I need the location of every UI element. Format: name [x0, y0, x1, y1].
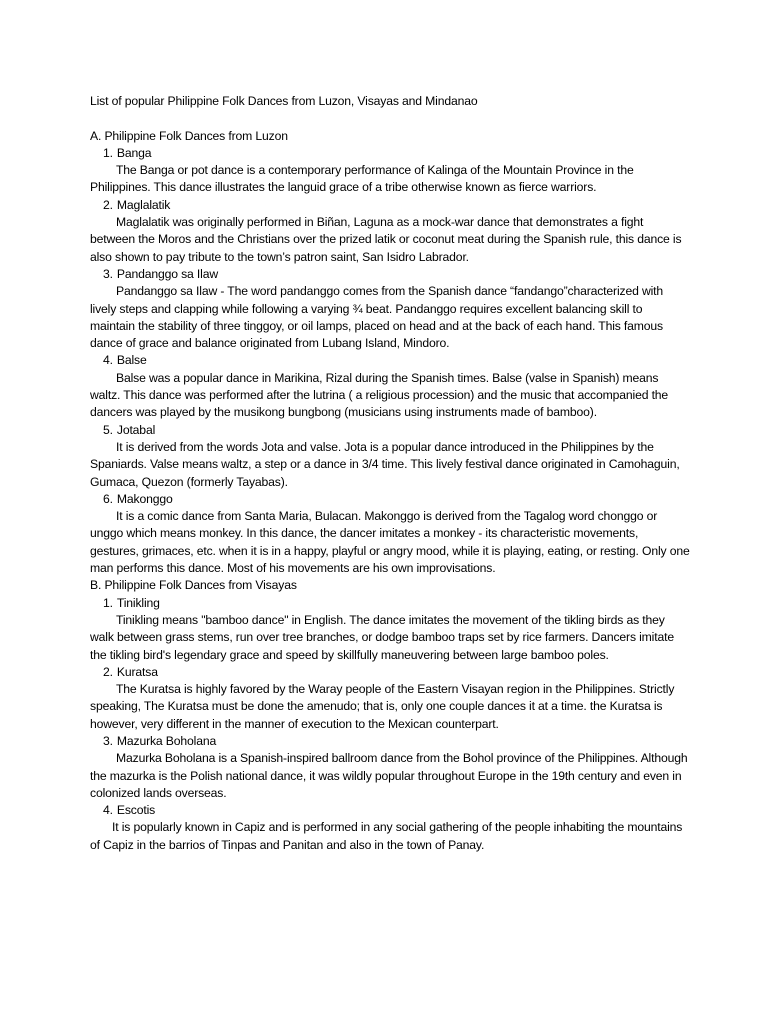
dance-heading — [103, 266, 690, 283]
dance-name: Tinikling — [116, 595, 160, 610]
dance-heading — [103, 491, 690, 508]
dance-description: The Kuratsa is highly favored by the Waray people of the Eastern Visayan region in the Philippines. Strictly speaking, The Kuratsa must be done the amenudo; that is, only one couple dances it at a time. the Kuratsa is however, very different in the manner of execution to the Mexican counterpart. — [90, 682, 675, 731]
dance-description: It is a comic dance from Santa Maria, Bulacan. Makonggo is derived from the Tagalog word chonggo or unggo which means monkey. In this dance, the dancer imitates a monkey - its characteristic movements, gestures, grimaces, etc. when it is in a happy, playful or angry mood, while it is playing, eating, or resting. Only one man performs this dance. Most of his movements are his own improvisations. — [90, 509, 690, 576]
dance-item-banga — [90, 145, 690, 197]
dance-heading — [103, 352, 690, 369]
dance-item-mazurka-boholana — [90, 733, 690, 802]
dance-description: Maglalatik was originally performed in Biñan, Laguna as a mock-war dance that demonstrates a fight between the Moros and the Christians over the prized latik or coconut meat during the Spanish rule, this dance is also shown to pay tribute to the town’s patron saint, San Isidro Labrador. — [90, 215, 682, 264]
dance-number: 1. — [103, 145, 113, 160]
dance-number: 3. — [103, 733, 113, 748]
dance-description: It is popularly known in Capiz and is performed in any social gathering of the people inhabiting the mountains of Capiz in the barrios of Tinpas and Panitan and also in the town of Panay. — [90, 820, 683, 852]
dance-number: 6. — [103, 491, 113, 506]
dance-description: Balse was a popular dance in Marikina, Rizal during the Spanish times. Balse (valse in Spanish) means waltz. This dance was performed after the lutrina ( a religious procession) and the music that accompanied the dancers was played by the musikong bungbong (musicians using instruments made of bamboo). — [90, 370, 669, 420]
dance-number: 5. — [103, 422, 113, 437]
dance-heading — [103, 422, 690, 439]
dance-name: Balse — [116, 353, 147, 368]
dance-item-maglalatik — [90, 197, 690, 266]
dance-item-makonggo — [90, 491, 690, 577]
dance-description: Pandanggo sa Ilaw - The word pandanggo comes from the Spanish dance “fandango”characterized with lively steps and clapping while following a varying ¾ beat. Pandanggo requires excellent balancing skill to maintain the stability of three tinggoy, or oil lamps, placed on head and at the back of each hand. This famous dance of grace and balance originated from Lubang Island, Mindoro. — [90, 284, 664, 351]
dance-heading — [103, 145, 690, 162]
dance-item-jotabal — [90, 422, 690, 491]
dance-number: 4. — [103, 803, 113, 818]
dance-number: 4. — [103, 353, 113, 368]
dance-name: Mazurka Boholana — [116, 733, 217, 748]
document-title: List of popular Philippine Folk Dances from Luzon, Visayas and Mindanao — [90, 94, 478, 108]
dance-heading — [103, 733, 690, 750]
section-visayas — [90, 577, 690, 854]
dance-item-balse — [90, 352, 690, 421]
dance-heading — [103, 802, 690, 819]
dance-number: 2. — [103, 197, 113, 212]
dance-number: 3. — [103, 266, 113, 281]
dance-description: The Banga or pot dance is a contemporary performance of Kalinga of the Mountain Province in the Philippines. This dance illustrates the languid grace of a tribe otherwise known as fierce warriors. — [90, 163, 634, 195]
dance-heading — [103, 664, 690, 681]
dance-item-kuratsa — [90, 664, 690, 733]
dance-item-pandanggo-sa-ilaw — [90, 266, 690, 352]
dance-number: 2. — [103, 664, 113, 679]
dance-description: Tinikling means "bamboo dance" in English. The dance imitates the movement of the tikling birds as they walk between grass stems, run over tree branches, or dodge bamboo traps set by rice farmers. Dancers imitate the tikling bird's legendary grace and speed by skillfully maneuvering between large bamboo poles. — [90, 612, 674, 662]
dance-name: Jotabal — [116, 422, 156, 437]
section-luzon — [90, 128, 690, 578]
dance-name: Escotis — [116, 803, 156, 818]
dance-name: Pandanggo sa Ilaw — [116, 266, 218, 281]
dance-item-tinikling — [90, 595, 690, 664]
dance-item-escotis — [90, 802, 690, 854]
section-heading: B. Philippine Folk Dances from Visayas — [90, 578, 297, 593]
section-heading: A. Philippine Folk Dances from Luzon — [90, 128, 288, 143]
dance-number: 1. — [103, 595, 113, 610]
dance-heading — [103, 595, 690, 612]
dance-name: Makonggo — [116, 491, 173, 506]
document-body — [90, 93, 690, 854]
dance-name: Kuratsa — [116, 664, 158, 679]
dance-description: It is derived from the words Jota and valse. Jota is a popular dance introduced in the Philippines by the Spaniards. Valse means waltz, a step or a dance in 3/4 time. This lively festival dance originated in Camohaguin, Gumaca, Quezon (formerly Tayabas). — [90, 439, 680, 489]
dance-name: Maglalatik — [116, 197, 171, 212]
dance-name: Banga — [116, 145, 152, 160]
dance-heading — [103, 197, 690, 214]
dance-description: Mazurka Boholana is a Spanish-inspired ballroom dance from the Bohol province of the Philippines. Although the mazurka is the Polish national dance, it was wildly popular throughout Europe in the 19th century and even in colonized lands overseas. — [90, 751, 688, 800]
